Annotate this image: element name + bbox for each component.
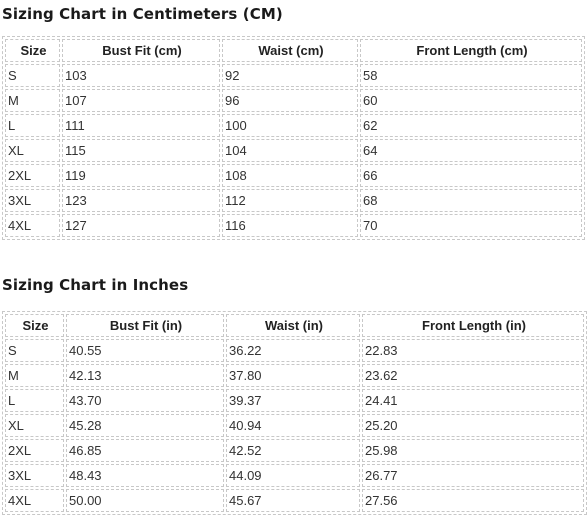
measurement-cell: 108 — [222, 164, 358, 187]
measurement-cell: 24.41 — [362, 389, 584, 412]
table-row — [5, 164, 582, 187]
measurement-cell: 40.55 — [66, 339, 224, 362]
measurement-cell: 23.62 — [362, 364, 584, 387]
measurement-cell: 115 — [62, 139, 220, 162]
section-title-inches: Sizing Chart in Inches — [2, 276, 189, 294]
measurement-cell: 66 — [360, 164, 582, 187]
measurement-cell: 111 — [62, 114, 220, 137]
table-row — [5, 189, 582, 212]
measurement-cell: 107 — [62, 89, 220, 112]
measurement-cell: 100 — [222, 114, 358, 137]
table-row — [5, 89, 582, 112]
table-row — [5, 389, 584, 412]
measurement-cell: 62 — [360, 114, 582, 137]
column-header: Size — [5, 314, 64, 337]
table-row — [5, 414, 584, 437]
measurement-cell: 44.09 — [226, 464, 360, 487]
measurement-cell: 22.83 — [362, 339, 584, 362]
column-header: Bust Fit (in) — [66, 314, 224, 337]
size-cell: 3XL — [5, 464, 64, 487]
column-header: Waist (in) — [226, 314, 360, 337]
size-cell: S — [5, 64, 60, 87]
size-cell: 4XL — [5, 214, 60, 237]
table-row — [5, 439, 584, 462]
measurement-cell: 26.77 — [362, 464, 584, 487]
measurement-cell: 96 — [222, 89, 358, 112]
table-header-row — [5, 314, 584, 337]
measurement-cell: 43.70 — [66, 389, 224, 412]
table-row — [5, 64, 582, 87]
measurement-cell: 50.00 — [66, 489, 224, 512]
column-header: Waist (cm) — [222, 39, 358, 62]
section-title-cm: Sizing Chart in Centimeters (CM) — [2, 5, 283, 23]
measurement-cell: 45.28 — [66, 414, 224, 437]
measurement-cell: 39.37 — [226, 389, 360, 412]
size-cell: 3XL — [5, 189, 60, 212]
measurement-cell: 48.43 — [66, 464, 224, 487]
measurement-cell: 40.94 — [226, 414, 360, 437]
table-header-row — [5, 39, 582, 62]
measurement-cell: 116 — [222, 214, 358, 237]
measurement-cell: 119 — [62, 164, 220, 187]
table-row — [5, 339, 584, 362]
size-cell: XL — [5, 414, 64, 437]
size-cell: M — [5, 364, 64, 387]
table-row — [5, 364, 584, 387]
measurement-cell: 25.98 — [362, 439, 584, 462]
measurement-cell: 42.13 — [66, 364, 224, 387]
measurement-cell: 27.56 — [362, 489, 584, 512]
table-row — [5, 489, 584, 512]
size-cell: 2XL — [5, 439, 64, 462]
measurement-cell: 42.52 — [226, 439, 360, 462]
sizing-table-cm — [2, 36, 585, 240]
measurement-cell: 92 — [222, 64, 358, 87]
measurement-cell: 104 — [222, 139, 358, 162]
table-row — [5, 114, 582, 137]
measurement-cell: 112 — [222, 189, 358, 212]
column-header: Front Length (in) — [362, 314, 584, 337]
column-header: Front Length (cm) — [360, 39, 582, 62]
measurement-cell: 25.20 — [362, 414, 584, 437]
size-cell: S — [5, 339, 64, 362]
measurement-cell: 103 — [62, 64, 220, 87]
size-cell: 2XL — [5, 164, 60, 187]
size-cell: 4XL — [5, 489, 64, 512]
measurement-cell: 127 — [62, 214, 220, 237]
size-cell: L — [5, 389, 64, 412]
sizing-table-inches — [2, 311, 587, 515]
table-row — [5, 139, 582, 162]
table-row — [5, 464, 584, 487]
measurement-cell: 60 — [360, 89, 582, 112]
size-cell: L — [5, 114, 60, 137]
measurement-cell: 64 — [360, 139, 582, 162]
measurement-cell: 68 — [360, 189, 582, 212]
measurement-cell: 45.67 — [226, 489, 360, 512]
column-header: Bust Fit (cm) — [62, 39, 220, 62]
measurement-cell: 37.80 — [226, 364, 360, 387]
measurement-cell: 58 — [360, 64, 582, 87]
measurement-cell: 70 — [360, 214, 582, 237]
column-header: Size — [5, 39, 60, 62]
measurement-cell: 123 — [62, 189, 220, 212]
table-row — [5, 214, 582, 237]
size-cell: XL — [5, 139, 60, 162]
size-cell: M — [5, 89, 60, 112]
measurement-cell: 46.85 — [66, 439, 224, 462]
measurement-cell: 36.22 — [226, 339, 360, 362]
